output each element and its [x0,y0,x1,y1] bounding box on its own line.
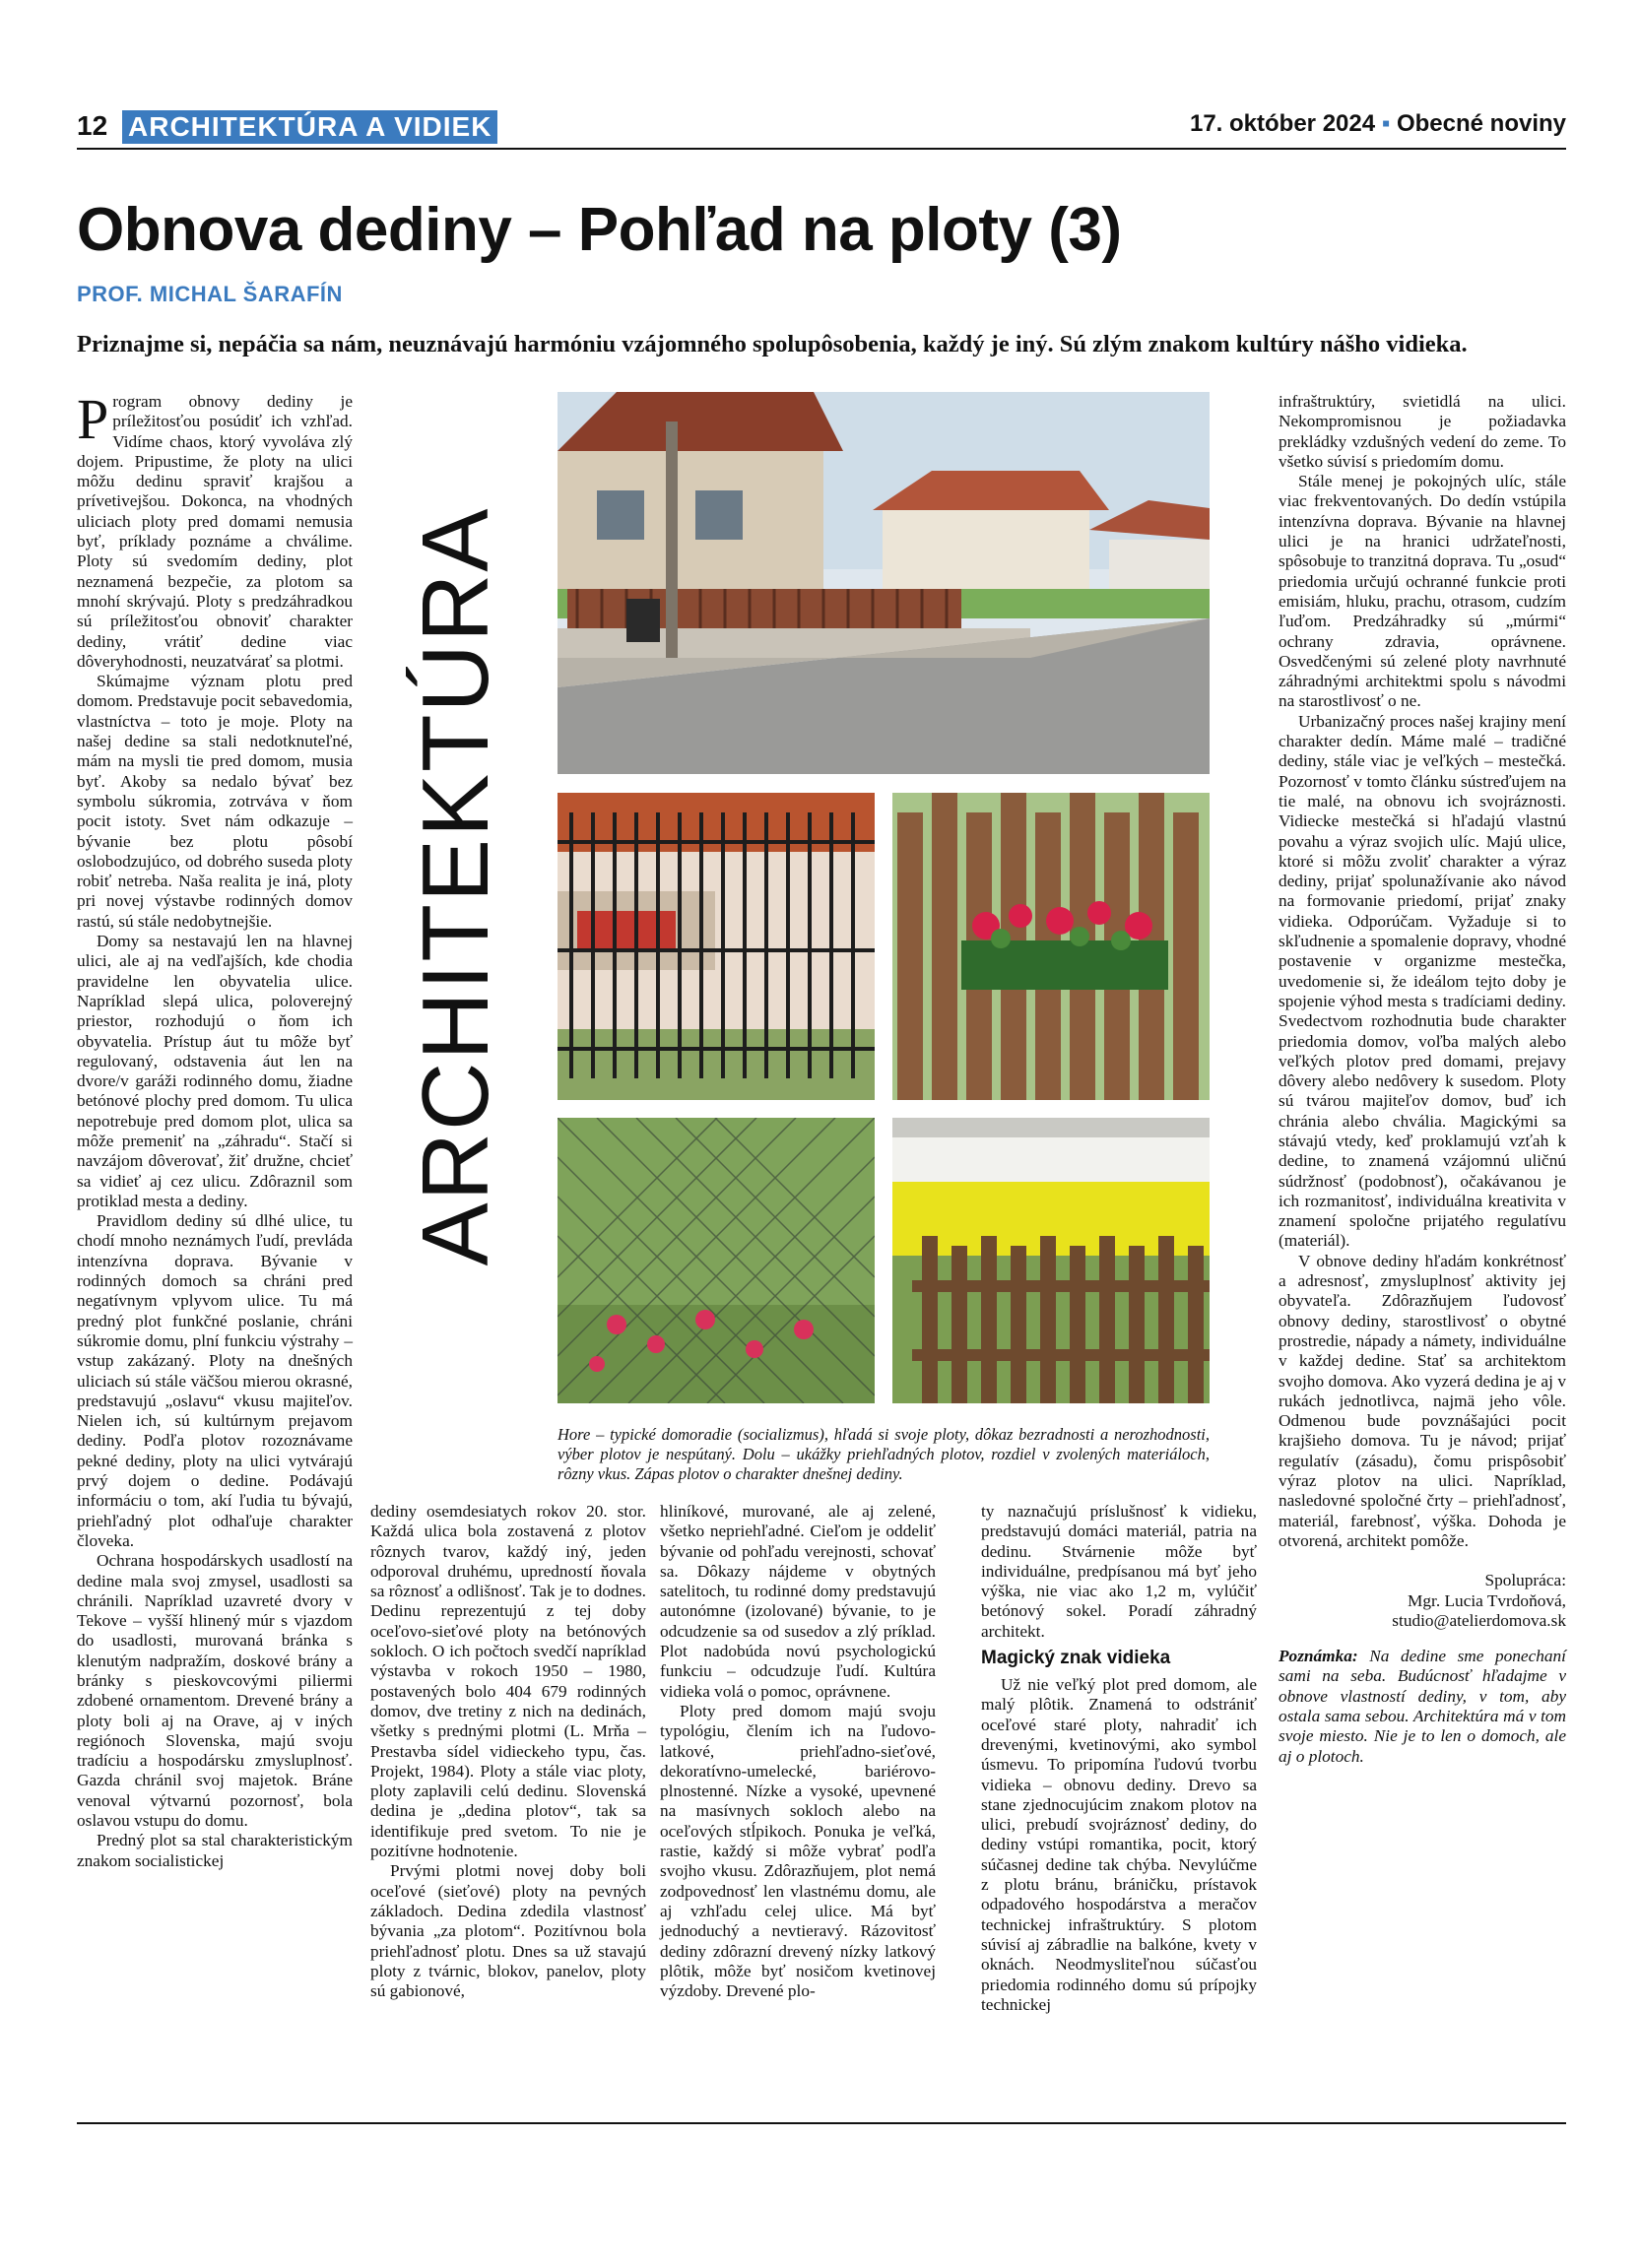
paragraph: Urbanizačný proces našej krajiny mení charakter dedín. Máme malé – tradičné dediny, stále viac je veľkých – mestečká. Pozornosť v tomto článku sústreďujem na tie malé, na obnovu ich svojráznosti. Vidiecke mestečká si hľadajú vlastnú povahu a výraz svojich ulíc. Majú ulice, ktoré si môžu zvoliť charakter a výraz dediny, prijať spolunažívanie ako návod na formovanie priedomí, prijať znaky vidieka. Odporúčam. Vyžaduje si to skľudnenie a spomalenie dopravy, vhodné postavenie v organizme mestečka, uvedomenie si, že ideálom tejto doby je spojenie výhod mesta s tradíciami dediny. Svedectvom rozhodnutia bude charakter priedomia domov, voľba malých alebo veľkých plotov pred domami, prejavy dôvery alebo nedôvery k susedom. Ploty sú tvárou majiteľov domov, buď ich chránia alebo chvália. Magickými sa stávajú vtedy, keď proklamujú vzťah k dedine, to znamená vzájomnú uličnú súdržnosť (podobnosť), očakávanou je ich rozmanitosť, individuálna kreativita v znamení spoločne prijatého regulatívu (materiál). [1279,711,1566,1251]
article-author: PROF. MICHAL ŠARAFÍN [77,282,343,306]
paragraph: Predný plot sa stal charakteristickým znakom socialistickej [77,1831,353,1870]
photo-mesh-fence-roses [558,1118,875,1403]
column-1 [77,387,353,1871]
photo-street-houses [558,392,1210,774]
column-3 [660,1502,936,2001]
paragraph: Program obnovy dediny je príležitosťou posúdiť ich vzhľad. Vidíme chaos, ktorý vyvoláva zlý dojem. Pripustime, že ploty na ulici môžu dedinu spraviť krajšou a prívetivejšou. Dokonca, na vhodných uliciach ploty pred domami nemusia byť, príklady poznáme a chválime. Ploty sú svedomím dediny, plot neznamená bezpečie, za plotom sa mnohí skrývajú. Ploty s predzáhradkou sú príležitosťou obnoviť charakter dediny, vrátiť dedine viac dôveryhodnosti, neuzatvárať sa plotmi. [77,387,353,671]
photo-metal-gate [558,793,875,1100]
paragraph: Prvými plotmi novej doby boli oceľové (sieťové) ploty na pevných základoch. Dedina zdedila vlastnosť bývania „za plotom“. Pozitívnou bola priehľadnosť plotu. Dnes sa už stavajú ploty z tvárnic, blokov, panelov, ploty sú gabionové, [370,1861,646,2001]
page-header [77,110,1566,146]
section-label: ARCHITEKTÚRA A VIDIEK [122,110,497,144]
photo-wooden-fence-yellow-house [892,1118,1210,1403]
issue-date: 17. október 2024 [1189,110,1376,137]
yellow-house-fence-illustration [892,1118,1210,1403]
cooperation-credit [1279,1571,1566,1631]
page-number: 12 [77,110,108,141]
drop-cap: P [77,387,109,451]
article-lead: Priznajme si, nepáčia sa nám, neuznávajú harmóniu vzájomného spolupôsobenia, každý je iný. Sú zlým znakom kultúry nášho vidieka. [77,331,1468,357]
paragraph: hliníkové, murované, ale aj zelené, všetko nepriehľadné. Cieľom je oddeliť bývanie od pohľadu verejnosti, schovať sa. Dôkazy nájdeme v obytných satelitoch, tu rodinné domy predstavujú autonómne (izolované) bývanie, to je odcudzenie sa od susedov a zlý príklad. Plot nadobúda novú psychologickú funkciu – odcudzuje ľudí. Kultúra vidieka volá o pomoc, oprávnene. [660,1502,936,1701]
note [1279,1647,1566,1767]
vertical-section-label: ARCHITEKTÚRA [403,506,508,1266]
publication-name: Obecné noviny [1396,110,1566,137]
separator: ▪ [1381,110,1391,137]
photo-caption: Hore – typické domoradie (socializmus), hľadá si svoje ploty, dôkaz bezradnosti a nerozhodnosti, výber plotov je nespútaný. Dolu – ukážky priehľadných plotov, rozdiel v zvolených materiáloch, rôzny vkus. Zápas plotov o charakter dnešnej dediny. [558,1425,1210,1483]
paragraph: Pravidlom dediny sú dlhé ulice, tu chodí mnoho neznámych ľudí, prevláda intenzívna doprava. Bývanie v rodinných domoch sa chráni pred negatívnym vplyvom ulice. Tu má predný plot funkčné poslanie, chráni súkromie domu, plní funkciu výstrahy – vstup zakázaný. Ploty na dnešných uliciach sú stále väčšou mierou okrasné, predstavujú „oslavu“ vkusu majiteľov. Nielen ich, sú kultúrnym prejavom dediny. Podľa plotov rozoznávame pekné dediny, ploty na ulici vytvárajú prvý dojem o dedine. Podávajú informáciu o tom, akí ľudia tu bývajú, priehľadný plot odhaľuje charakter človeka. [77,1211,353,1550]
photo-wooden-fence-flowers [892,793,1210,1100]
mesh-fence-illustration [558,1118,875,1403]
gate-photo-illustration [558,793,875,1100]
header-rule [77,148,1566,150]
paragraph: Ochrana hospodárskych usadlostí na dedine mala svoj zmysel, usadlosti sa chránili. Napríklad uzavreté dvory v Tekove – vyšší hlinený múr s vjazdom do usadlosti, murovaná bránka s klenutým nadpražím, doskové brány a bránky s pieskovcovými piliermi zdobené ornamentom. Drevené brány a ploty boli aj na Orave, aj v iných regiónoch Slovenska, majú svoju tradíciu a hospodársku zmysluplnosť. Gazda chránil svoj majetok. Bráne venoval výtvarnú pozornosť, bola oslavou vstupu do domu. [77,1551,353,1831]
street-photo-illustration [558,392,1210,774]
subheading: Magický znak vidieka [981,1648,1171,1669]
paragraph: dediny osemdesiatych rokov 20. stor. Každá ulica bola zostavená z plotov rôznych tvarov, každý iný, jeden odporoval druhému, upredností ňovala sa rôznosť a odlišnosť. Tak je to dodnes. Dedinu reprezentujú z tej doby oceľovo-sieťové ploty na betónových sokloch. O ich počtoch svedčí napríklad výstavba v rokoch 1950 – 1980, postavených bolo 404 679 rodinných domov, dve tretiny z nich na dedinách, všetky s prednými plotmi (L. Mrňa – Prestavba sídel vidieckeho typu, čas. Projekt, 1984). Ploty a stále viac ploty, ploty zaplavili celú dedinu. Slovenská dedina je „dedina plotov“, tak sa identifikuje pred svetom. To nie je pozitívne hodnotenie. [370,1502,646,1861]
note-text: Na dedine sme ponechaní sami na seba. Budúcnosť hľadajme v obnove vlastností dediny, v tom, aby ostala sama sebou. Architektúra má v tom svoje miesto. Nie je to len o domoch, ale aj o plotoch. [1279,1647,1566,1766]
column-4 [981,1502,1257,2015]
paragraph: Skúmajme význam plotu pred domom. Predstavuje pocit sebavedomia, vlastníctva – toto je moje. Ploty na našej dedine sa stali nedotknuteľné, mám na mysli tie pred domom, musia byť. Akoby sa nedalo bývať bez symbolu súkromia, zotrváva v ňom pocit istoty. Svet nám odkazuje – bývanie bez plotu pôsobí oslobodzujúco, od dobrého suseda ploty robiť netreba. Naša realita je iná, ploty pri novej výstavbe rodinných domov rastú, sú stále nedobytnejšie. [77,672,353,931]
column-5 [1279,392,1566,1767]
paragraph: ty naznačujú príslušnosť k vidieku, predstavujú domáci materiál, patria na dedinu. Stvárnenie môže byť individuálne, predpísanou má byť jeho výška, nie viac ako 1,2 m, vylúčiť betónový sokel. Poradí záhradný architekt. [981,1502,1257,1641]
footer-rule [77,2122,1566,2124]
paragraph: infraštruktúry, svietidlá na ulici. Nekompromisnou je požiadavka prekládky vzdušných vedení do zeme. To všetko súvisí s priedomím domu. [1279,392,1566,471]
cooperation-name: Mgr. Lucia Tvrdoňová, [1408,1590,1566,1610]
cooperation-label: Spolupráca: [1484,1571,1566,1590]
wooden-fence-illustration [892,793,1210,1100]
paragraph: Stále menej je pokojných ulíc, stále viac frekventovaných. Do dedín vstúpila intenzívna doprava. Bývanie na hlavnej ulici je na hranici udržateľnosti, spôsobuje to tranzitná doprava. Tu „osud“ priedomia určujú ochranné funkcie proti emisiám, hluku, prachu, otrasom, cudzím ľuďom. Predzáhradky sú „múrmi“ ochrany zdravia, oprávnene. Osvedčenými sú zelené ploty navrhnuté záhradnými architektmi spolu s návodmi na starostlivosť o ne. [1279,472,1566,711]
issue-info [1190,110,1566,138]
paragraph: Domy sa nestavajú len na hlavnej ulici, ale aj na vedľajších, kde chodia pravidelne len obyvatelia ulice. Napríklad slepá ulica, poloverejný priestor, rozhodujú o ňom ich obyvatelia. Prístup áut tu môže byť regulovaný, odstavenia áut len na dvore/v garáži rodinného domu, žiadne betónové plochy pred domom. Tu ulica nepotrebuje pred domom plot, ulica sa môže premeniť na „záhradu“. Stačí si navzájom dôverovať, žiť družne, chcieť sa vidieť aj cez ulicu. Zdôraznil som protiklad mesta a dediny. [77,932,353,1210]
cooperation-email[interactable]: studio@atelierdomova.sk [1392,1610,1566,1630]
note-label: Poznámka: [1279,1647,1358,1666]
article-title: Obnova dediny – Pohľad na ploty (3) [77,196,1122,264]
paragraph: V obnove dediny hľadám konkrétnosť a adresnosť, zmysluplnosť aktivity jej obyvateľa. Zdôrazňujem ľudovosť obnovy dediny, starostlivosť o obytné prostredie, nápady a námety, individuálne v každej dedine. Stať sa architektom svojho domova. Ako vyzerá dedina je aj v rukách jednotlivca, najmä jeho vôle. Odmenou bude povznášajúci pocit krajšieho domova. Tu je návod; prijať regulatív (zásadu), čomu prispôsobiť výraz plotov na ulici. Napríklad, nasledovné spoločné črty – priehľadnosť, materiál, farebnosť, výška. Dohoda je otvorená, architekt pomôže. [1279,1251,1566,1550]
paragraph: Už nie veľký plot pred domom, ale malý plôtik. Znamená to odstrániť oceľové staré ploty, nahradiť ich drevenými, kvetinovými, ako symbol úsmevu. To pripomína ľudovú tvorbu vidieka – obnovu dediny. Drevo sa stane zjednocujúcim znakom plotov na ulici, prebudí svojráznosť dediny, do dediny vstúpi romantika, pocit, ktorý súčasnej dedine tak chýba. Nevylúčme z plotu bránu, bráničku, prístavok odpadového hospodárstva a meračov technickej infraštruktúry. S plotom súvisí aj zábradlie na balkóne, kvety v oknách. Neodmysliteľnou súčasťou priedomia rodinného domu sú prípojky technickej [981,1675,1257,2014]
column-2 [370,1502,646,2001]
paragraph: Ploty pred domom majú svoju typológiu, člením ich na ľudovo-latkové, priehľadno-sieťové, dekoratívno-umelecké, bariérovo-plnostenné. Nízke a vysoké, upevnené na masívnych sokloch alebo na oceľových stĺpikoch. Ponuka je veľká, rastie, každý si môže vybrať podľa svojho vkusu. Zdôrazňujem, plot nemá zodpovednosť len vlastnému domu, ale aj vzhľadu celej ulice. Má byť jednoduchý a nevtieravý. Rázovitosť dediny zdôrazní drevený nízky latkový plôtik, môže byť nosičom kvetinovej výzdoby. Drevené plo- [660,1701,936,2001]
